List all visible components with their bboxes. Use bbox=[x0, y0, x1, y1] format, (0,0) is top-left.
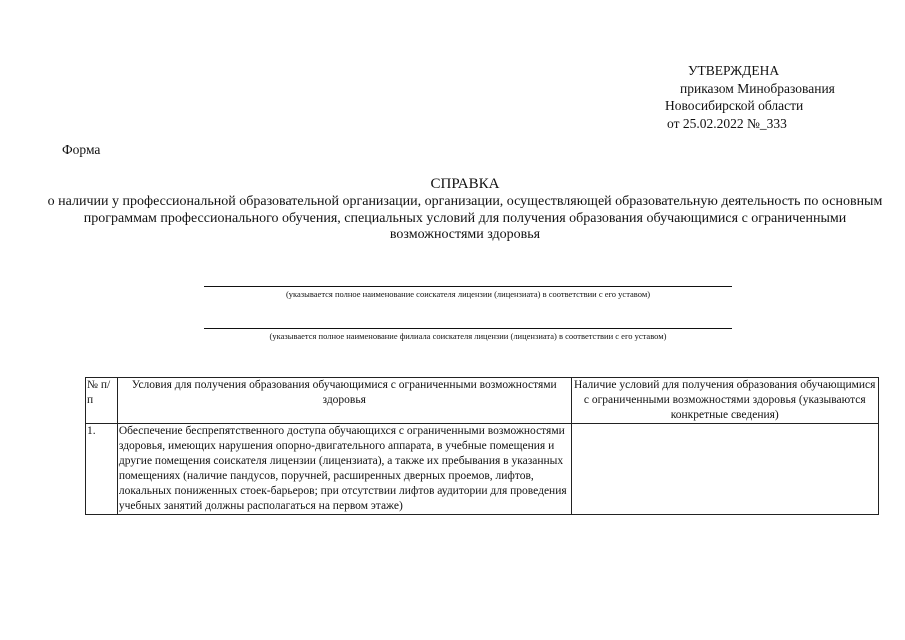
approval-line: Новосибирской области bbox=[665, 98, 804, 113]
header-availability: Наличие условий для получения образования обучающимися с ограниченными возможностями здоровья (указываются конкретные сведения) bbox=[571, 378, 879, 424]
row-availability-cell[interactable] bbox=[571, 424, 879, 515]
approval-line: УТВЕРЖДЕНА bbox=[688, 63, 780, 78]
approval-block bbox=[660, 62, 900, 132]
conditions-table bbox=[85, 377, 879, 515]
approval-line: от 25.02.2022 №_333 bbox=[667, 115, 787, 131]
organization-name-caption: (указывается полное наименование соискателя лицензии (лицензиата) в соответствии с его уставом) bbox=[285, 289, 651, 299]
approval-line: приказом Минобразования bbox=[680, 80, 835, 96]
organization-name-field[interactable] bbox=[204, 286, 732, 300]
document-title: СПРАВКА bbox=[430, 176, 500, 192]
table-header-row bbox=[86, 378, 879, 424]
row-num: 1. bbox=[86, 424, 118, 515]
form-label: Форма bbox=[62, 142, 101, 157]
table-row bbox=[86, 424, 879, 515]
document-subtitle: о наличии у профессиональной образовательной организации, организации, осуществляющей образовательную деятельность по основным программам профессионального обучения, специальных условий для получения образования обучающимися с ограниченными возможностями здоровья bbox=[47, 194, 883, 242]
header-conditions: Условия для получения образования обучающимися с ограниченными возможностями здоровья bbox=[117, 378, 571, 424]
row-conditions: Обеспечение беспрепятственного доступа обучающихся с ограниченными возможностями здоровья, имеющих нарушения опорно-двигательного аппарата, в учебные помещения и другие помещения соискателя лицензии (лицензиата), а также их пребывания в указанных помещениях (наличие пандусов, поручней, расширенных дверных проемов, лифтов, локальных пониженных стоек-барьеров; при отсутствии лифтов аудитории для проведения учебных занятий должны располагаться на первом этаже) bbox=[117, 424, 571, 515]
header-num: № п/п bbox=[86, 378, 118, 424]
branch-name-caption: (указывается полное наименование филиала соискателя лицензии (лицензиата) в соответствии с его уставом) bbox=[269, 331, 667, 341]
branch-name-field[interactable] bbox=[204, 328, 732, 342]
